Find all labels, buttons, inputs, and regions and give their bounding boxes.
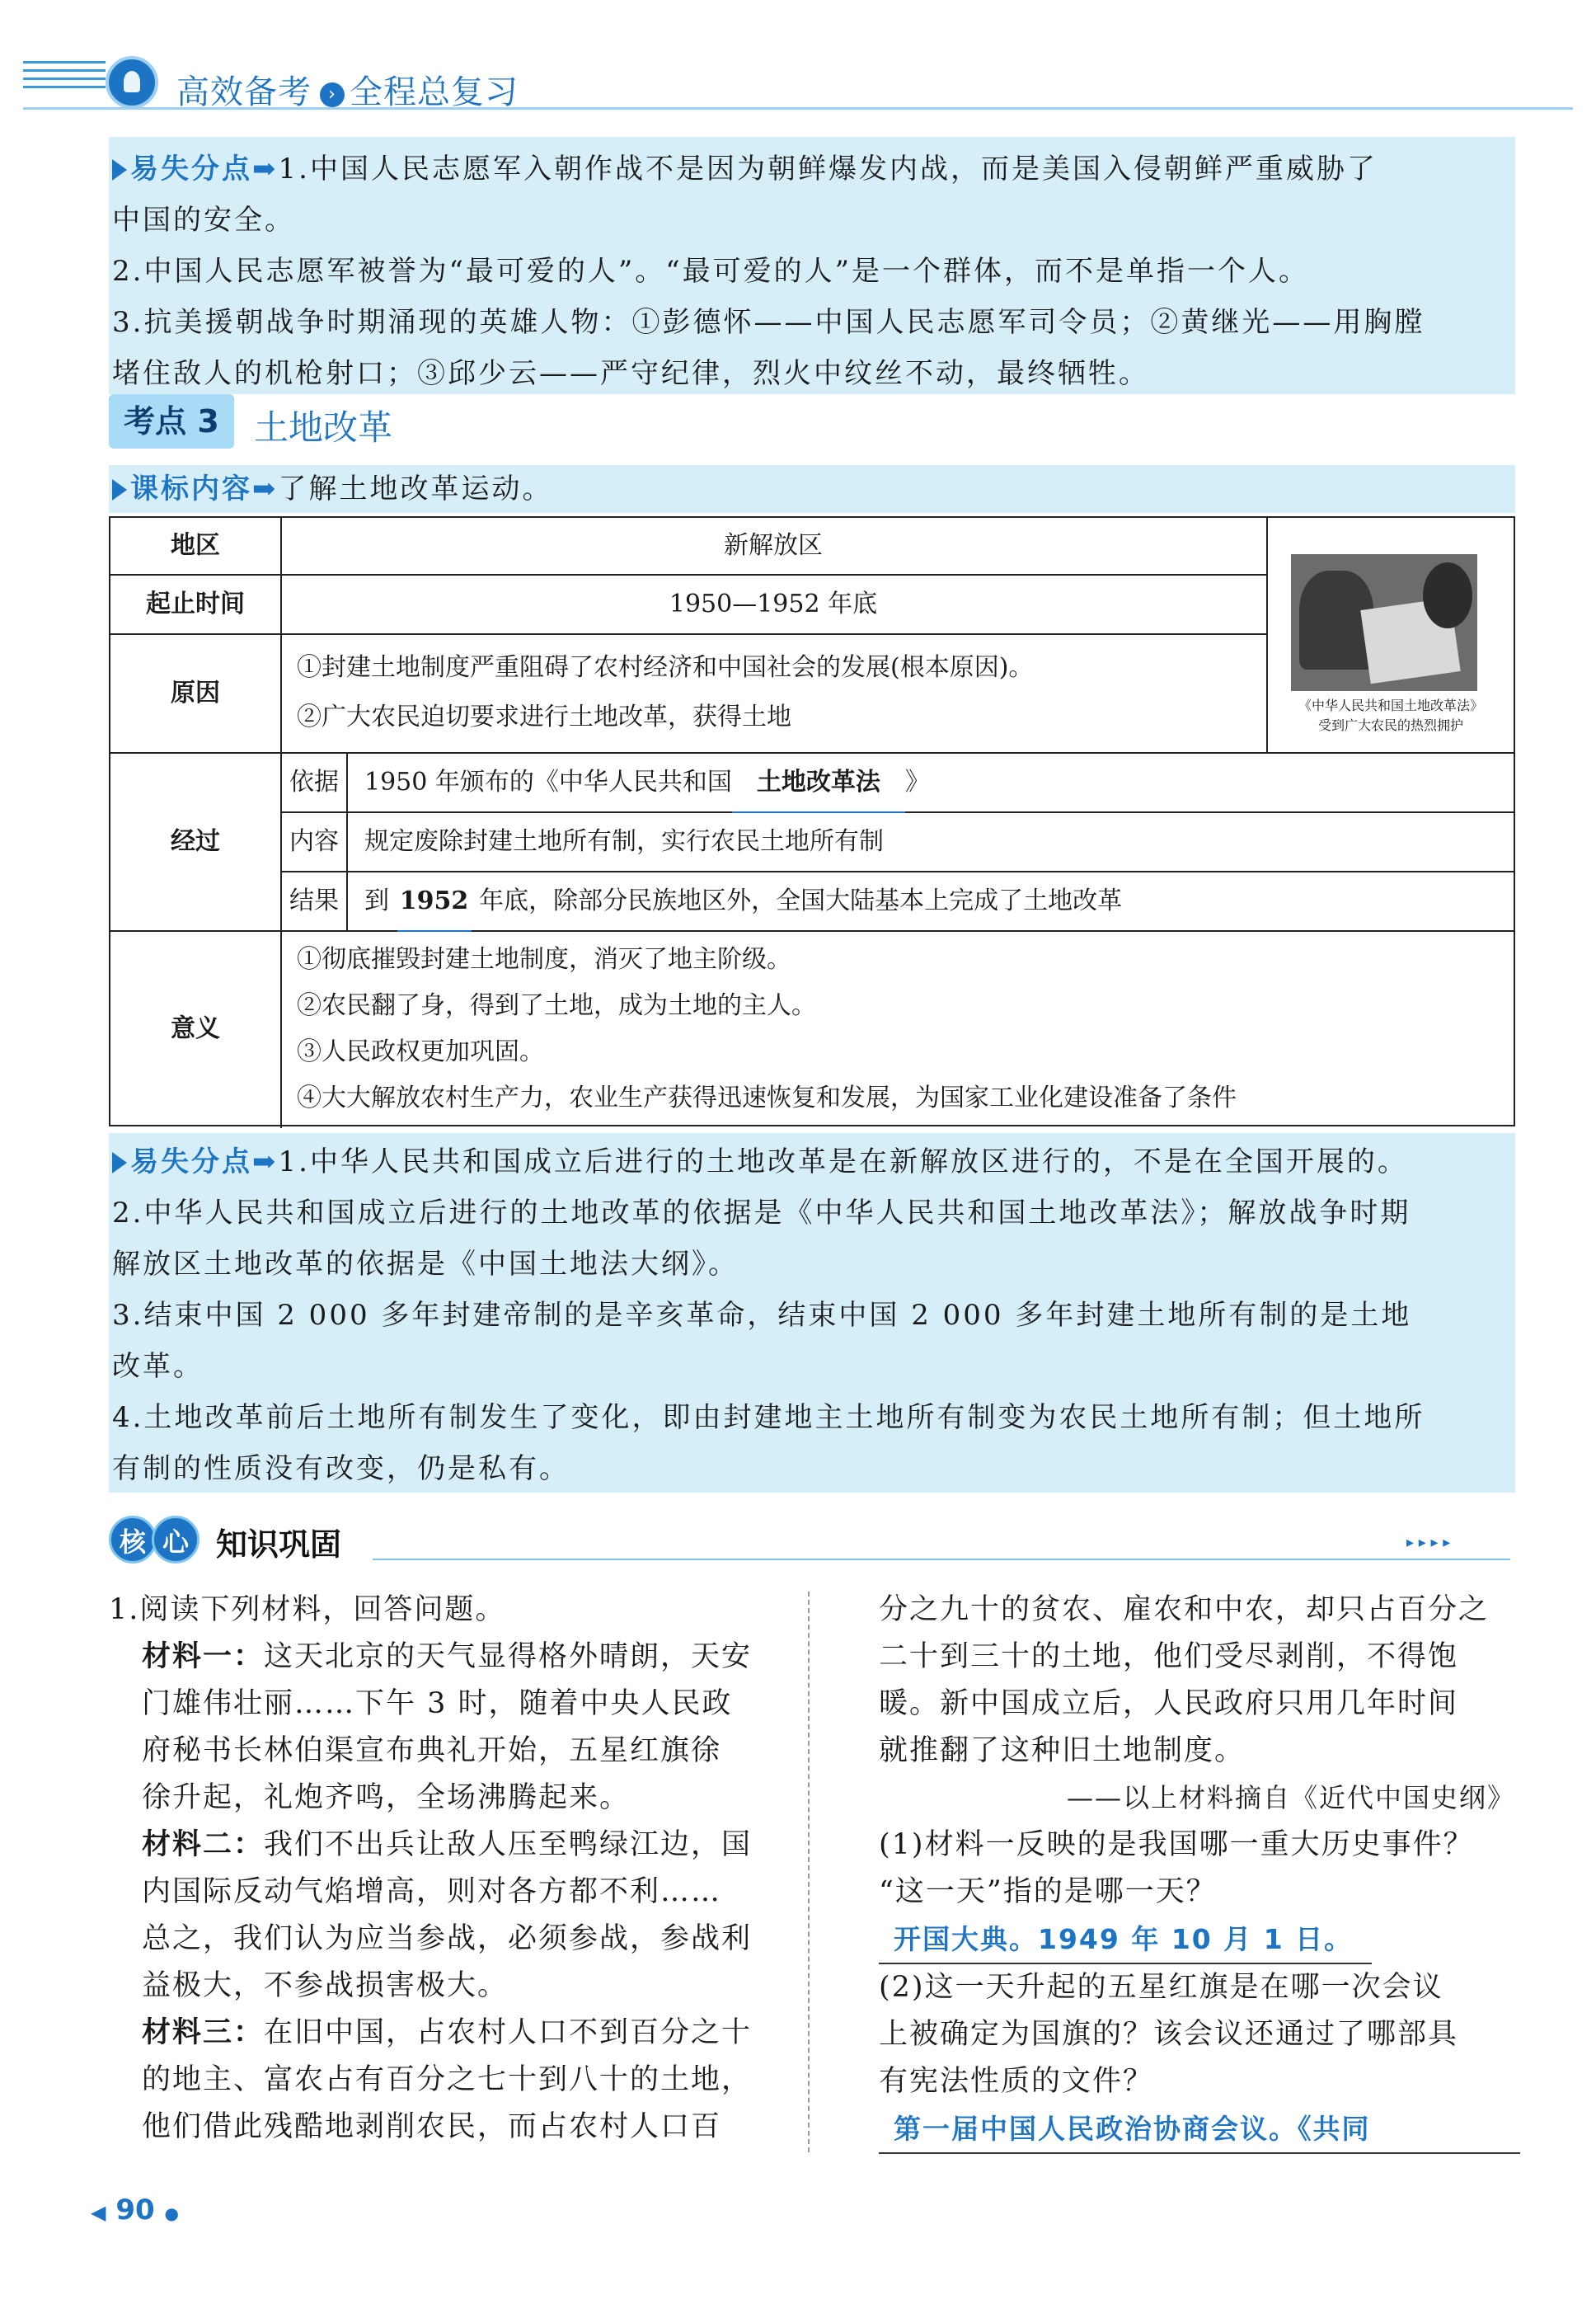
column-divider <box>808 1592 810 2152</box>
header-rule <box>23 78 106 80</box>
section-title: 土地改革 <box>254 407 393 448</box>
answer-blank: 土地改革法 <box>732 754 905 813</box>
header-rule <box>23 69 106 72</box>
note-text: 改革。 <box>112 1350 204 1383</box>
question-intro: 1.阅读下列材料，回答问题。 <box>109 1593 506 1626</box>
head-time: 起止时间 <box>146 590 245 618</box>
head-reason: 原因 <box>171 679 220 708</box>
land-reform-table <box>109 516 1515 1126</box>
reason-line: ②广大农民迫切要求进行土地改革，获得土地 <box>297 703 791 731</box>
answer-blank: 1952 <box>397 872 472 932</box>
head-process: 经过 <box>171 827 220 856</box>
section-tag: 考点 3 <box>109 394 234 449</box>
sub-question: 上被确定为国旗的？该会议还通过了哪部具 <box>879 2018 1459 2051</box>
value-reason <box>297 643 1261 742</box>
curriculum-text: 了解土地改革运动。 <box>278 473 553 506</box>
arrow-icon: ➡ <box>252 153 279 186</box>
core-rule <box>373 1559 1510 1560</box>
head-region: 地区 <box>171 531 220 560</box>
note-text: 3.结束中国 2 000 多年封建帝制的是辛亥革命，结束中国 2 000 多年封建土地所有制的是土地 <box>112 1299 1412 1332</box>
curriculum-label: 课标内容 <box>130 473 252 506</box>
note-label: 易失分点 <box>130 1145 252 1178</box>
student-logo-icon <box>106 56 158 109</box>
brand-right: 全程总复习 <box>350 73 519 111</box>
sub-question: (2)这一天升起的五星红旗是在哪一次会议 <box>879 1971 1443 2004</box>
answer-line: 开国大典。1949 年 10 月 1 日。 <box>879 1916 1372 1964</box>
brand-arrow-icon: › <box>320 82 345 107</box>
note-text: 有制的性质没有改变，仍是私有。 <box>112 1452 570 1485</box>
brand-title <box>176 66 519 113</box>
left-arrow-icon: ◀ <box>91 2201 106 2224</box>
triangle-icon <box>112 479 127 501</box>
value-region: 新解放区 <box>724 531 823 560</box>
core-badge: 心 <box>152 1516 200 1564</box>
sub-head-basis: 依据 <box>289 768 339 797</box>
material-label: 材料一： <box>142 1640 265 1673</box>
photo-caption: 《中华人民共和国土地改革法》 受到广大农民的热烈拥护 <box>1298 698 1483 733</box>
question-right-column: 分之九十的贫农、雇农和中农，却只占百分之 二十到三十的土地，他们受尽剥削，不得饱 暖。新中国成立后，人民政府只用几年时间 就推翻了这种旧土地制度。 ——以上材料摘自《近代中国史纲》 (1)材料一反映的是我国哪一重大历史事件？ “这一天”指的是哪一天？ 开国大典。1949 年 10 月 1 日。 (2)这一天升起的五星红旗是在哪一次会议 上被确定为国旗的？该会议还通过了哪部具 有宪法性质的文件？ 第一届中国人民政治协商会议。《共同 <box>834 1587 1515 2154</box>
photo-cell <box>1268 518 1514 752</box>
arrows-decoration-icon: ▸ ▸ ▸ ▸ <box>1406 1534 1451 1551</box>
arrow-icon: ➡ <box>252 1145 279 1178</box>
content-text: 规定废除封建土地所有制，实行农民土地所有制 <box>364 827 884 856</box>
material-label: 材料二： <box>142 1828 265 1861</box>
land-reform-photo <box>1291 554 1477 691</box>
sub-question: 有宪法性质的文件？ <box>879 2065 1154 2098</box>
sub-head-result: 结果 <box>289 886 339 915</box>
basis-text: 1950 年颁布的《中华人民共和国 土地改革法 》 <box>364 754 1502 811</box>
core-knowledge-header <box>109 1516 1510 1570</box>
dot-icon: ● <box>164 2203 179 2223</box>
note-text: 中国的安全。 <box>112 204 295 237</box>
note-text: 堵住敌人的机枪射口；③邱少云——严守纪律，烈火中纹丝不动，最终牺牲。 <box>112 357 1149 390</box>
note-text: 4.土地改革前后土地所有制发生了变化，即由封建地主土地所有制变为农民土地所有制；但土地所 <box>112 1401 1425 1434</box>
header-rule <box>23 61 106 63</box>
note-label: 易失分点 <box>130 153 252 186</box>
triangle-icon <box>112 159 127 181</box>
material-label: 材料三： <box>142 2016 265 2049</box>
head-meaning: 意义 <box>171 1014 220 1043</box>
triangle-icon <box>112 1152 127 1173</box>
sub-question: “这一天”指的是哪一天？ <box>879 1875 1217 1908</box>
arrow-icon: ➡ <box>252 473 279 506</box>
core-badge: 核 <box>109 1516 157 1564</box>
page-header <box>0 49 1596 124</box>
note-text: 2.中国人民志愿军被誉为“最可爱的人”。“最可爱的人”是一个群体，而不是单指一个人。 <box>112 255 1309 288</box>
question-left-column: 1.阅读下列材料，回答问题。 材料一：这天北京的天气显得格外晴朗，天安 门雄伟壮丽……下午 3 时，随着中央人民政 府秘书长林伯渠宣布典礼开始，五星红旗徐 徐升起，礼炮齐鸣，全场沸腾起来。 材料二：我们不出兵让敌人压至鸭绿江边，国 内国际反动气焰增高，则对各方都不利…… 总之，我们认为应当参战，必须参战，参战利 益极大，不参战损害极大。 材料三：在旧中国，占农村人口不到百分之十 的地主、富农占有百分之七十到八十的土地， 他们借此残酷地剥削农民，而占农村人口百 <box>109 1587 785 2151</box>
note-text: 2.中华人民共和国成立后进行的土地改革的依据是《中华人民共和国土地改革法》；解放战争时期 <box>112 1197 1411 1230</box>
core-title: 知识巩固 <box>216 1526 342 1563</box>
brand-left: 高效备考 <box>176 73 312 111</box>
reason-line: ①封建土地制度严重阻碍了农村经济和中国社会的发展(根本原因)。 <box>297 653 1034 682</box>
page-number: ◀ 90 ● <box>91 2194 179 2227</box>
header-rule <box>23 86 106 88</box>
sub-head-content: 内容 <box>289 827 339 856</box>
sub-question: (1)材料一反映的是我国哪一重大历史事件？ <box>879 1828 1474 1861</box>
answer-line: 第一届中国人民政治协商会议。《共同 <box>879 2105 1520 2154</box>
note-text: 3.抗美援朝战争时期涌现的英雄人物：①彭德怀——中国人民志愿军司令员；②黄继光——用胸膛 <box>112 306 1425 339</box>
source-line: ——以上材料摘自《近代中国史纲》 <box>1066 1782 1515 1813</box>
error-prone-note-1 <box>109 137 1515 394</box>
note-text: 解放区土地改革的依据是《中国土地法大纲》。 <box>112 1248 739 1281</box>
result-text: 到 1952 年底，除部分民族地区外，全国大陆基本上完成了土地改革 <box>364 872 1502 930</box>
value-meaning: ①彻底摧毁封建土地制度，消灭了地主阶级。 ②农民翻了身，得到了土地，成为土地的主人。 ③人民政权更加巩固。 ④大大解放农村生产力，农业生产获得迅速恢复和发展，为国家工业化建设准备了条件 <box>297 945 1237 1112</box>
error-prone-note-2 <box>109 1133 1515 1493</box>
note-text: 1.中华人民共和国成立后进行的土地改革是在新解放区进行的，不是在全国开展的。 <box>278 1145 1408 1178</box>
curriculum-bar <box>109 465 1515 513</box>
note-text: 1.中国人民志愿军入朝作战不是因为朝鲜爆发内战，而是美国入侵朝鲜严重威胁了 <box>278 153 1378 186</box>
value-time: 1950—1952 年底 <box>669 590 878 618</box>
